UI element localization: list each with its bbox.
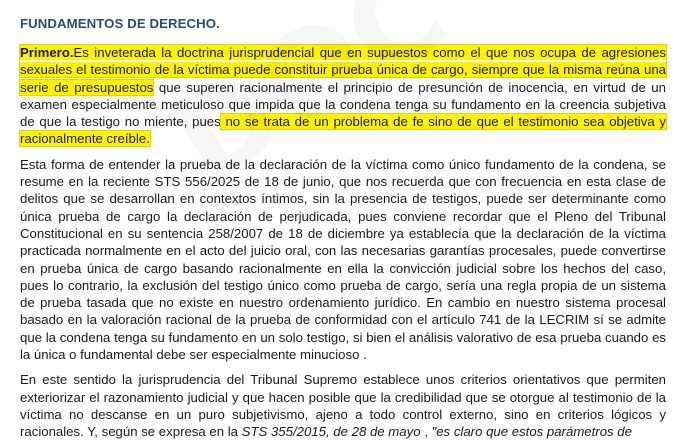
- paragraph-sts-556: Esta forma de entender la prueba de la declaración de la víctima como único fundamento de la condena, se resume en la reciente STS 556/2025 de 18 de junio, que nos recuerda que con frecuencia en esta clase de delitos que se desarrollan en contextos íntimos, sin la presencia de testigos, puede ser determinante como única prueba de cargo la declaración de perjudicada, pues conviene recordar que el Pleno del Tribunal Constitucional en su sentencia 258/2007 de 18 de diciembre ya establecía que la declaración de la víctima practicada normalmente en el acto del juicio oral, con las necesarias garantías procesales, puede convertirse en prueba única de cargo basando racionalmente en ella la convicción judicial sobre los hechos del caso, pues lo contrario, la exclusión del testigo único como prueba de cargo, sería una regla propia de un sistema de prueba tasada que no existe en nuestro ordenamiento jurídico. En cambio en nuestro sistema procesal basado en la valoración racional de la prueba de conformidad con el artículo 741 de la LECRIM sí se admite que la condena tenga su fundamento en un solo testigo, si bien el análisis valorativo de esa prueba cuando es la única o fundamental debe ser especialmente minucioso .: [20, 156, 666, 363]
- primero-label: Primero.: [20, 45, 74, 60]
- highlight-doctrine: Es inveterada la doctrina jurisprudencial que en supuestos como el que nos ocupa de agresiones sexuales el testimonio de la víctima puede constituir prueba única de cargo, siempre que la misma reúna una serie de presupuestos: [20, 45, 666, 95]
- citation-sts-355: STS 355/2015, de 28 de mayo: [241, 424, 421, 440]
- paragraph-criteria: [20, 371, 666, 440]
- text-separator: ,: [420, 424, 432, 440]
- quote-start: "es claro que estos parámetros de: [431, 424, 632, 440]
- highlight-credibility: no se trata de un problema de fe sino de que el testimonio sea objetiva y racionalmente creíble.: [20, 114, 666, 147]
- paragraph-primero: [20, 44, 666, 148]
- text-presumption: que superen racionalmente el principio de presunción de inocencia, en virtud de un examen especialmente meticuloso que impida que la condena tenga su fundamento en la creencia subjetiva de que la testigo no miente, pues: [20, 79, 666, 130]
- section-heading: FUNDAMENTOS DE DERECHO.: [20, 16, 220, 31]
- text-criteria: En este sentido la jurisprudencia del Tribunal Supremo establece unos criterios orientativos que permiten exteriorizar el razonamiento judicial y que hacen posible que la credibilidad que se otorgue al testimonio de la víctima no descanse en un puro subjetivismo, ajeno a todo control externo, sino en criterios lógicos y racionales. Y, según se expresa en la: [20, 372, 666, 440]
